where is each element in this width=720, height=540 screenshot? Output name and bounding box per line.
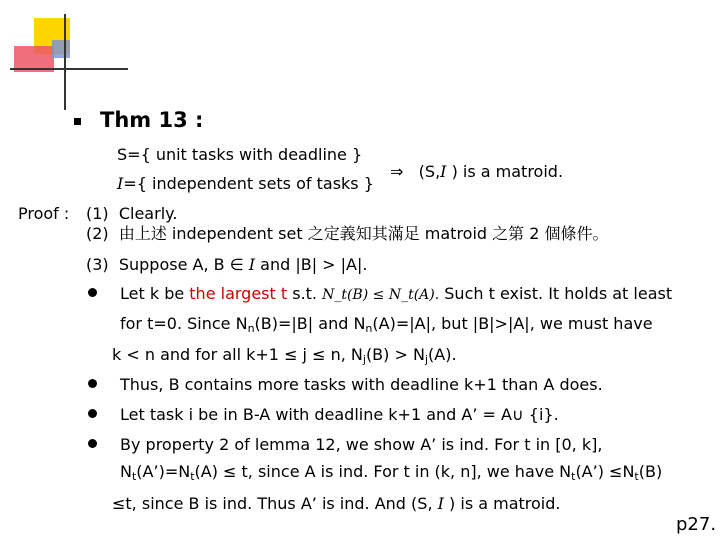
bullet-1-mid: s.t. — [287, 284, 323, 303]
bullet-1-pre: Let k be — [120, 284, 190, 303]
bullet-1-line-3-a: k < n and for all k+1 — [112, 345, 285, 364]
proof-label: Proof : — [18, 204, 70, 223]
conclusion-pre: (S, — [418, 162, 441, 181]
step-2-text: 由上述 independent set 之定義知其滿足 matroid 之第 2 個條件。 — [118, 224, 609, 243]
step-3 — [86, 255, 367, 275]
largest-t-highlight: the largest t — [189, 284, 288, 303]
page-number: p27. — [676, 514, 717, 535]
bullet-1-sub-3: j — [362, 353, 366, 366]
bullet-1-post: Such t exist. It holds at least — [439, 284, 673, 303]
bullet-1-line-2-a: for t=0. Since N — [120, 314, 248, 333]
b4-f: N — [622, 462, 635, 481]
bullet-dot-icon — [88, 288, 97, 297]
bullet-1-line-1 — [120, 284, 672, 305]
independent-family-symbol: I — [117, 174, 124, 193]
theorem-line-2-text: ={ independent sets of tasks } — [123, 174, 374, 193]
implies-symbol: ⇒ — [390, 162, 404, 181]
bullet-dot-icon — [88, 379, 97, 388]
b4-d: t, since A is ind. For t in (k, n], we have N — [236, 462, 572, 481]
slide-title: Thm 13 : — [100, 108, 204, 132]
b4-line3-a: t, since B is ind. Thus A’ is ind. And (S, — [125, 494, 438, 513]
step-2-num: (2) — [86, 224, 109, 243]
bullet-1-sub-2: n — [365, 322, 373, 335]
b4-a: N — [120, 462, 132, 481]
deco-horizontal-line — [10, 68, 128, 70]
conclusion-post: ) is a matroid. — [451, 162, 564, 181]
theorem-conclusion — [390, 162, 563, 182]
bullet-2-text: Thus, B contains more tasks with deadline k+1 than A does. — [120, 375, 603, 394]
leq-symbol-4: ≤ — [609, 462, 623, 481]
b4-sub4: t — [634, 470, 639, 483]
b4-c: (A) — [194, 462, 224, 481]
b4-e: (A’) — [575, 462, 610, 481]
bullet-4-line-3 — [112, 494, 561, 514]
bullet-dot-icon — [88, 409, 97, 418]
bullet-1-line-2 — [120, 314, 653, 339]
b4-sub3: t — [571, 470, 576, 483]
bullet-1-line-3-c: n, N — [325, 345, 363, 364]
leq-symbol-1: ≤ — [284, 345, 298, 364]
bullet-3-post: {i}. — [523, 405, 559, 424]
bullet-4-line-1: By property 2 of lemma 12, we show A’ is ind. For t in [0, k], — [120, 435, 603, 454]
bullet-1-line-3-e: (A). — [428, 345, 457, 364]
b4-sub1: t — [131, 470, 137, 483]
bullet-1-formula: N_t(B) ≤ N_t(A). — [322, 287, 440, 303]
step-1-text: Clearly. — [118, 204, 178, 223]
step-3-pre: Suppose A, B ∈ — [118, 255, 249, 274]
theorem-line-2 — [117, 174, 374, 194]
step-3-var: I — [248, 255, 256, 274]
bullet-3-pre: Let task i be in B-A with deadline k+1 and A’ = A — [120, 405, 512, 424]
leq-symbol-5: ≤ — [112, 494, 126, 513]
step-1-num: (1) — [86, 204, 109, 223]
step-3-num: (3) — [86, 255, 109, 274]
theorem-line-1: S={ unit tasks with deadline } — [117, 145, 363, 164]
leq-symbol-2: ≤ — [312, 345, 326, 364]
bullet-4-line-2 — [120, 462, 662, 487]
step-2 — [86, 224, 609, 244]
deco-vertical-line — [64, 14, 66, 110]
b4-line3-b: ) is a matroid. — [443, 494, 561, 513]
b4-line3-var: I — [437, 494, 444, 513]
bullet-1-line-3-d: (B) > N — [365, 345, 425, 364]
bullet-1-line-3-b: j — [297, 345, 313, 364]
bullet-1-sub-4: j — [424, 353, 429, 366]
b4-b: (A’)=N — [136, 462, 191, 481]
bullet-1-line-3 — [112, 345, 457, 370]
b4-g: (B) — [638, 462, 663, 481]
bullet-3-text — [120, 405, 559, 425]
step-1 — [86, 204, 177, 224]
bullet-1-line-2-c: (A)=|A|, but |B|>|A|, we must have — [372, 314, 653, 333]
step-3-post: and |B| > |A|. — [255, 255, 368, 274]
b4-sub2: t — [190, 470, 195, 483]
union-symbol: ∪ — [511, 405, 524, 424]
conclusion-var: I — [440, 162, 447, 181]
leq-symbol-3: ≤ — [223, 462, 237, 481]
bullet-1-sub-1: n — [247, 322, 255, 335]
bullet-dot-icon — [88, 439, 97, 448]
title-bullet-icon — [74, 118, 81, 125]
deco-blue-square — [52, 40, 70, 58]
bullet-1-line-2-b: (B)=|B| and N — [254, 314, 366, 333]
